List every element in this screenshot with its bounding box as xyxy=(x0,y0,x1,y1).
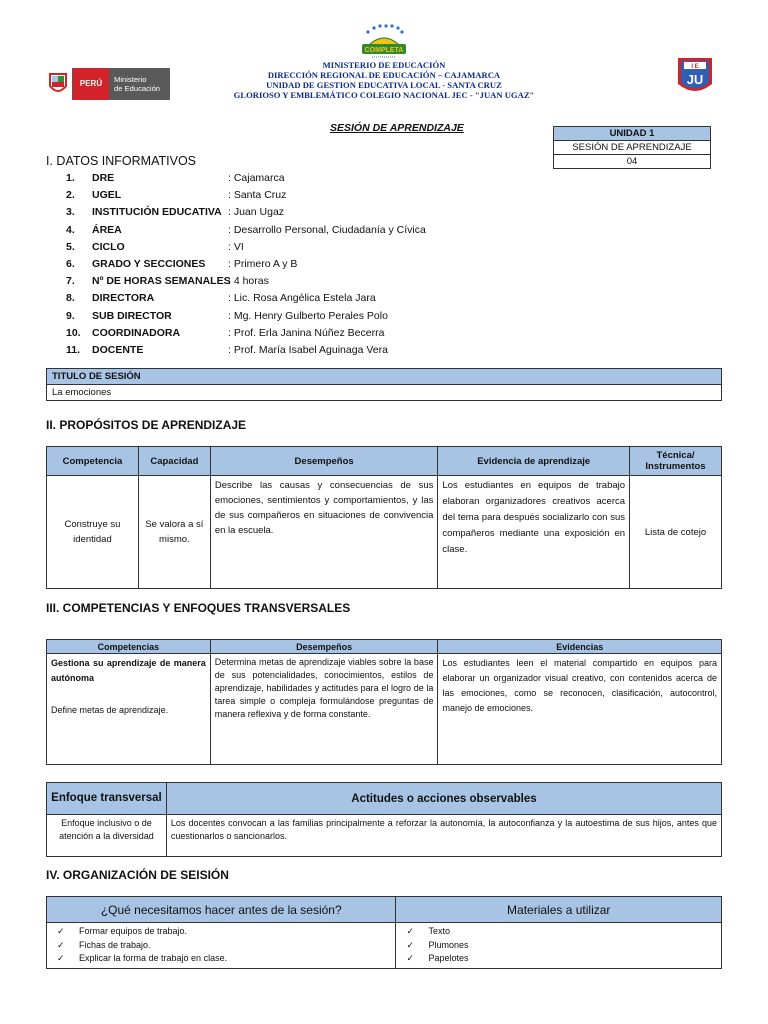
item-key: Nº DE HORAS SEMANALES xyxy=(92,275,231,288)
peru-label: PERÚ xyxy=(73,68,109,100)
propositos-heading: II. PROPÓSITOS DE APRENDIZAJE xyxy=(46,418,247,432)
minedu-logo xyxy=(46,68,170,100)
col-capacidad: Capacidad xyxy=(138,447,210,476)
peru-shield-icon xyxy=(44,68,72,100)
list-item-label: Explicar la forma de trabajo en clase. xyxy=(79,953,228,963)
datos-heading: I. DATOS INFORMATIVOS xyxy=(46,154,197,168)
item-key: GRADO Y SECCIONES xyxy=(92,258,206,270)
item-number: 7. xyxy=(66,275,75,288)
minedu-text: Ministerio de Educación xyxy=(114,75,161,93)
school-emblem-logo xyxy=(352,22,416,60)
table-row xyxy=(47,476,722,589)
item-value: : VI xyxy=(228,240,244,253)
item-value: : Juan Ugaz xyxy=(228,206,285,219)
document-header xyxy=(200,22,568,100)
list-item xyxy=(402,925,715,939)
item-key: SUB DIRECTOR xyxy=(92,309,172,322)
comp-competencia-title: Gestiona su aprendizaje de manera autónoma xyxy=(51,658,206,683)
organizacion-table xyxy=(46,896,722,969)
checkmark-icon: ✓ xyxy=(57,939,65,950)
unidad-box xyxy=(553,126,711,169)
item-number: 3. xyxy=(66,206,75,219)
list-item-label: Plumones xyxy=(428,939,469,950)
col-competencias: Competencias xyxy=(47,640,211,654)
item-key: INSTITUCIÓN EDUCATIVA xyxy=(92,206,222,219)
list-item-label: Papelotes xyxy=(428,953,469,963)
header-line-dre: DIRECCIÓN REGIONAL DE EDUCACIÓN – CAJAMARCA xyxy=(267,70,501,80)
materiales-list xyxy=(402,925,715,966)
list-item xyxy=(402,952,715,966)
list-item xyxy=(53,939,389,953)
header-line-school: GLORIOSO Y EMBLEMÁTICO COLEGIO NACIONAL JEC - "JUAN UGAZ" xyxy=(233,90,535,100)
prop-capacidad: Se valora a sí mismo. xyxy=(138,476,210,589)
organizacion-heading: IV. ORGANIZACIÓN DE SEISIÓN xyxy=(46,868,229,882)
item-value: : Prof. Erla Janina Núñez Becerra xyxy=(228,326,385,339)
enfoque-name: Enfoque inclusivo o de atención a la diversidad xyxy=(47,815,167,857)
enfoque-actitudes: Los docentes convocan a las familias principalmente a reforzar la autonomía, la autoconfianza y la autoestima de sus hijos, antes que cuestionarlos o sancionarlos. xyxy=(166,815,721,857)
comp-competencia-sub: Define metas de aprendizaje. xyxy=(51,705,169,715)
svg-text:I E: I E xyxy=(691,64,699,70)
item-value: : Mg. Henry Gulberto Perales Polo xyxy=(228,309,388,322)
competencias-table xyxy=(46,639,722,765)
table-row xyxy=(47,815,722,857)
comp-competencia xyxy=(47,654,211,765)
list-item-label: Formar equipos de trabajo. xyxy=(79,926,188,936)
col-materiales: Materiales a utilizar xyxy=(396,897,722,923)
ie-juan-ugaz-logo xyxy=(676,56,714,98)
item-number: 4. xyxy=(66,223,75,236)
unidad-label: UNIDAD 1 xyxy=(554,127,711,141)
col-desempenos-2: Desempeños xyxy=(210,640,438,654)
item-key: CICLO xyxy=(92,240,125,253)
comp-evidencias: Los estudiantes leen el material compartido en equipos para elaborar un organizador visual creativo, con contenidos acerca de las emociones, como se reconocen, clasificación, autocontrol, manejo de emociones. xyxy=(438,654,722,765)
page-title: SESIÓN DE APRENDIZAJE xyxy=(330,122,464,134)
header-line-ugel: UNIDAD DE GESTION EDUCATIVA LOCAL - SANTA CRUZ xyxy=(266,80,502,90)
col-competencia: Competencia xyxy=(47,447,139,476)
titulo-sesion-label: TITULO DE SESIÓN xyxy=(47,369,722,385)
item-value: : 4 horas xyxy=(228,275,269,288)
col-tecnica: Técnica/ Instrumentos xyxy=(630,447,722,476)
checkmark-icon: ✓ xyxy=(406,939,415,950)
enfoque-table xyxy=(46,782,722,857)
propositos-table xyxy=(46,446,722,589)
checkmark-icon: ✓ xyxy=(57,953,65,963)
sesion-number: 04 xyxy=(554,155,711,169)
checkmark-icon: ✓ xyxy=(406,953,415,963)
list-item xyxy=(402,939,715,953)
checkmark-icon: ✓ xyxy=(57,926,65,936)
item-number: 6. xyxy=(66,258,75,270)
item-value: : Lic. Rosa Angélica Estela Jara xyxy=(228,292,376,305)
antes-cell xyxy=(47,923,396,969)
list-item xyxy=(53,925,389,939)
comp-desempenos: Determina metas de aprendizaje viables sobre la base de sus potencialidades, conocimientos, estilos de aprendizaje, habilidades y actitudes para el logro de la tarea simple o compleja formulándose preguntas de manera reflexiva y de forma constante. xyxy=(210,654,438,765)
col-antes: ¿Qué necesitamos hacer antes de la sesión? xyxy=(47,897,396,923)
col-desempenos: Desempeños xyxy=(210,447,438,476)
prop-competencia: Construye su identidad xyxy=(47,476,139,589)
prop-tecnica: Lista de cotejo xyxy=(630,476,722,589)
list-item-label: Fichas de trabajo. xyxy=(79,939,151,950)
prop-desempenos: Describe las causas y consecuencias de sus emociones, sentimientos y comportamientos, y las de sus compañeros en situaciones de convivencia en la escuela. xyxy=(210,476,438,589)
item-number: 5. xyxy=(66,240,75,253)
titulo-sesion-value: La emociones xyxy=(47,385,722,401)
item-number: 11. xyxy=(66,344,81,356)
item-key: DOCENTE xyxy=(92,344,144,356)
item-key: DRE xyxy=(92,172,115,184)
col-actitudes: Actitudes o acciones observables xyxy=(166,783,721,815)
item-key: DIRECTORA xyxy=(92,292,155,305)
item-value: : Cajamarca xyxy=(228,172,285,184)
item-value: : Primero A y B xyxy=(228,258,298,270)
item-key: COORDINADORA xyxy=(92,326,181,339)
sesion-label: SESIÓN DE APRENDIZAJE xyxy=(554,141,711,155)
antes-list xyxy=(53,925,389,966)
col-evidencia: Evidencia de aprendizaje xyxy=(438,447,630,476)
competencias-heading: III. COMPETENCIAS Y ENFOQUES TRANSVERSALES xyxy=(46,601,351,615)
item-value: : Desarrollo Personal, Ciudadanía y Cívica xyxy=(228,223,426,236)
materiales-cell xyxy=(396,923,722,969)
header-line-ministry: MINISTERIO DE EDUCACIÓN xyxy=(322,60,446,70)
checkmark-icon: ✓ xyxy=(406,926,415,936)
item-number: 2. xyxy=(66,189,75,202)
item-key: ÁREA xyxy=(92,223,122,236)
table-row xyxy=(47,923,722,969)
item-number: 1. xyxy=(66,172,75,184)
item-number: 9. xyxy=(66,309,75,322)
col-evidencias: Evidencias xyxy=(438,640,722,654)
svg-text:JU: JU xyxy=(686,72,704,87)
item-number: 8. xyxy=(66,292,75,305)
titulo-sesion-table xyxy=(46,368,722,401)
col-enfoque: Enfoque transversal xyxy=(47,783,167,815)
svg-text:COMPLETA: COMPLETA xyxy=(364,47,404,54)
prop-evidencia: Los estudiantes en equipos de trabajo elaboran organizadores creativos acerca del tema para después socializarlo con sus compañeros mediante una exposición en clase. xyxy=(438,476,630,589)
table-row xyxy=(47,654,722,765)
item-value: : Santa Cruz xyxy=(228,189,287,202)
item-key: UGEL xyxy=(92,189,122,202)
list-item-label: Texto xyxy=(428,926,450,936)
item-number: 10. xyxy=(66,326,81,339)
list-item xyxy=(53,952,389,966)
item-value: : Prof. María Isabel Aguinaga Vera xyxy=(228,344,388,356)
